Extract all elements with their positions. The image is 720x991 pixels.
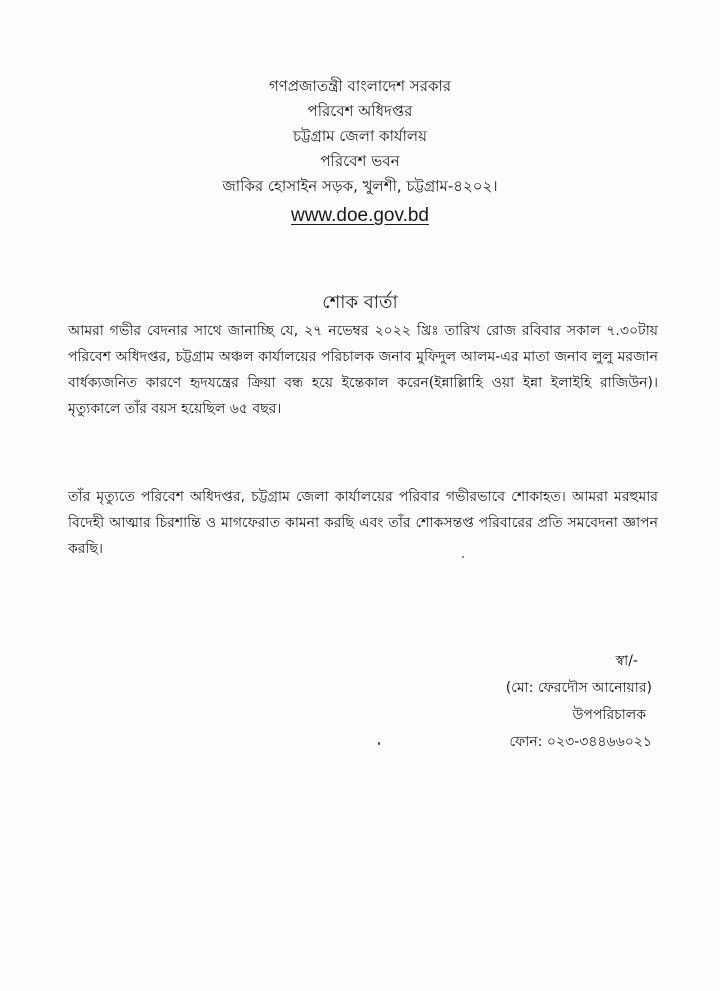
office-address: জাকির হোসাইন সড়ক, খুলশী, চট্টগ্রাম-৪২০২।: [222, 177, 498, 195]
scan-speck: [462, 556, 464, 558]
scan-speck: [378, 742, 380, 745]
document-title: শোক বার্তা: [322, 292, 398, 313]
office-name: চট্টগ্রাম জেলা কার্যালয়: [293, 127, 427, 145]
signatory-name: (মো: ফেরদৌস আনোয়ার): [505, 680, 652, 696]
website-link[interactable]: www.doe.gov.bd: [290, 205, 429, 226]
signed-mark: স্বা/-: [615, 653, 638, 669]
signatory-designation: উপপরিচালক: [572, 707, 646, 723]
signatory-phone: ফোন: ০২৩-৩৪৪৬৬০২১: [509, 734, 652, 750]
letterhead: [0, 74, 720, 229]
department-name: পরিবেশ অধিদপ্তর: [307, 102, 413, 120]
signature-block: [506, 648, 652, 756]
government-name: গণপ্রজাতন্ত্রী বাংলাদেশ সরকার: [268, 77, 452, 95]
condolence-paragraph-1: আমরা গভীর বেদনার সাথে জানাচ্ছি যে, ২৭ নভেম্বর ২০২২ খ্রিঃ তারিখ রোজ রবিবার সকাল ৭.৩০টায় পরিবেশ অধিদপ্তর, চট্টগ্রাম অঞ্চল কার্যালয়ের পরিচালক জনাব মুফিদুল আলম-এর মাতা জনাব লুলু মরজান বার্ধক্যজনিত কারণে হৃদযন্ত্রের ক্রিয়া বন্ধ হয়ে ইন্তেকাল করেন(ইন্নাল্লিাহি ওয়া ইন্না ইলাইহি রাজিউন)। মৃত্যুকালে তাঁর বয়স হয়েছিল ৬৫ বছর।: [68, 323, 658, 417]
building-name: পরিবেশ ভবন: [320, 152, 400, 170]
condolence-paragraph-2: তাঁর মৃত্যুতে পরিবেশ অধিদপ্তর, চট্টগ্রাম জেলা কার্যালয়ের পরিবার গভীরভাবে শোকাহত। আমরা মরহুমার বিদেহী আত্মার চিরশান্তি ও মাগফেরাত কামনা করছি এবং তাঁর শোকসন্তপ্ত পরিবারের প্রতি সমবেদনা জ্ঞাপন করছি।: [68, 489, 658, 557]
